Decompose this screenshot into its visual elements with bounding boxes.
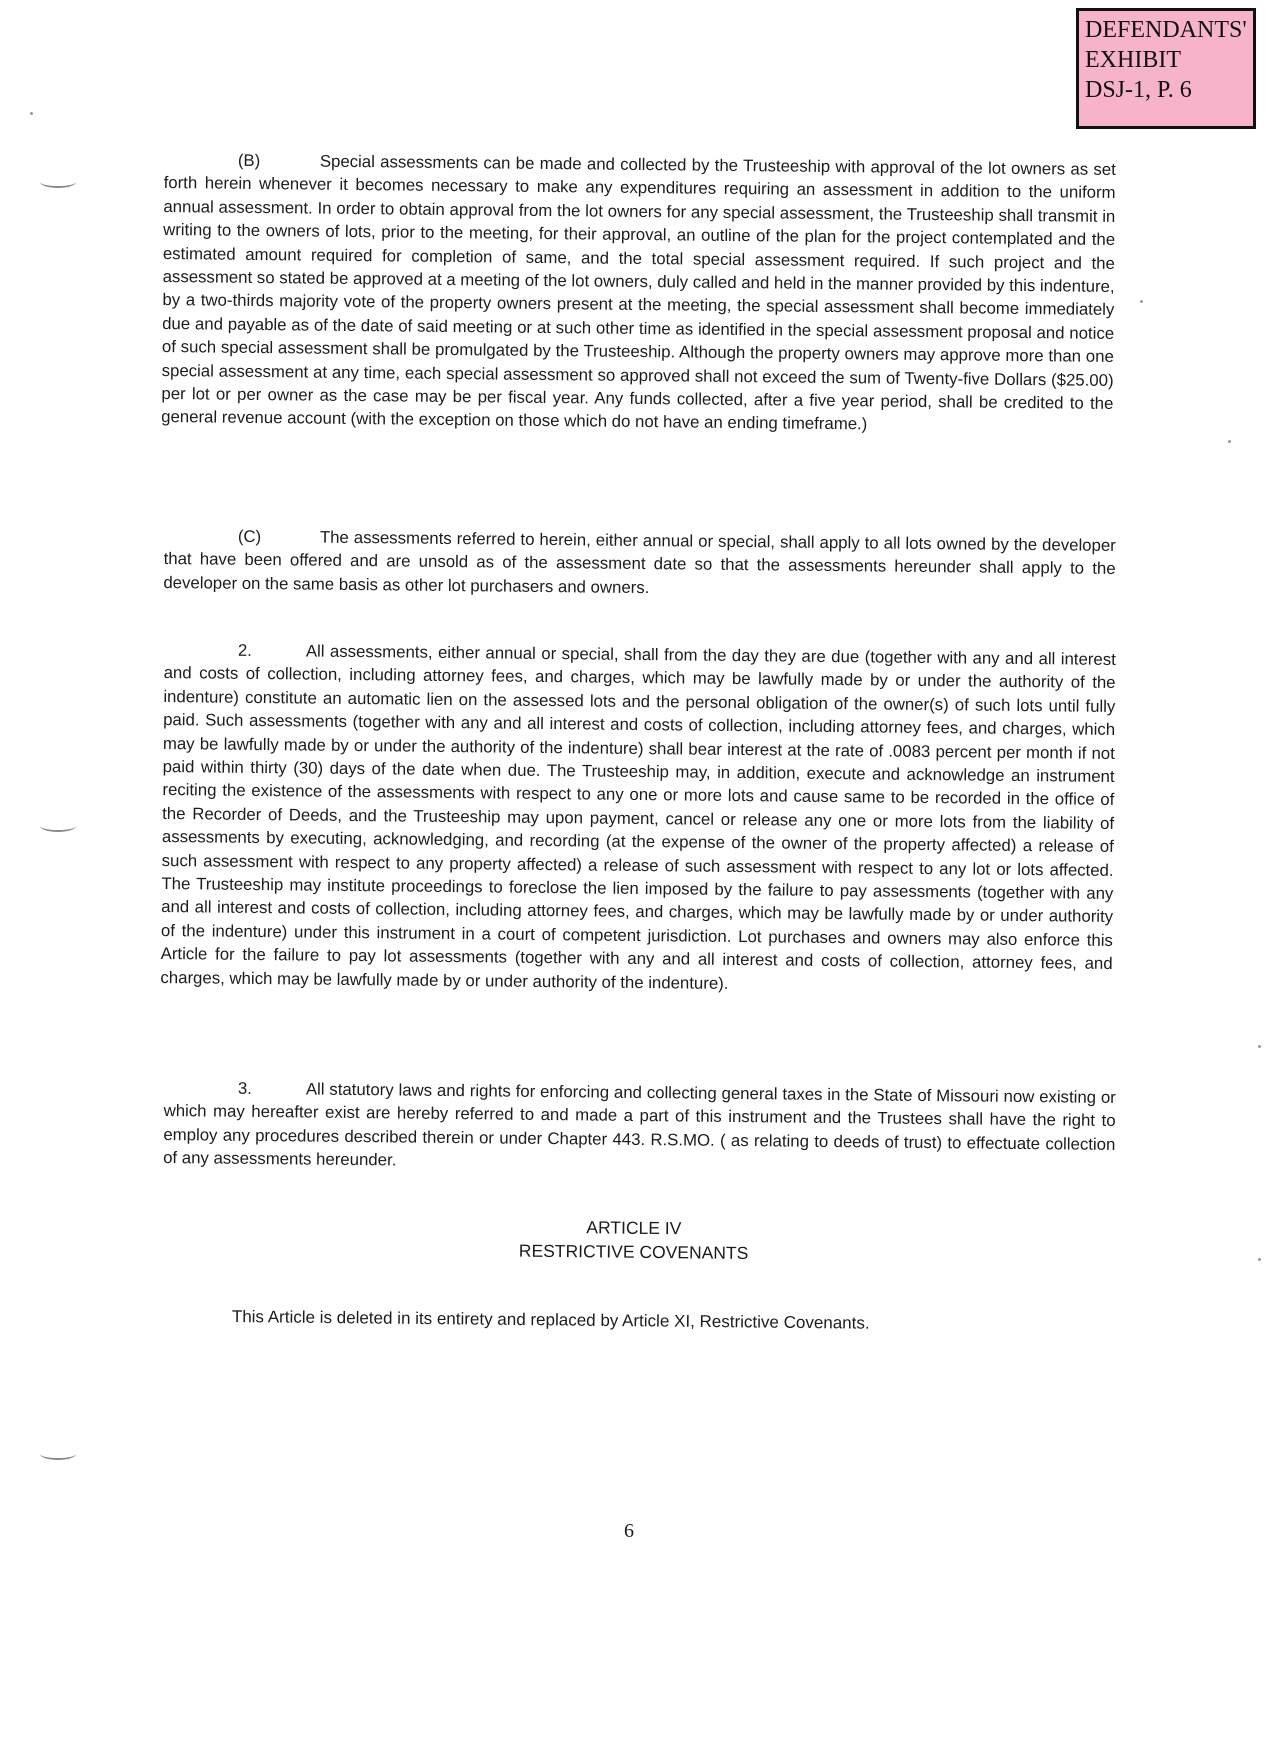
article-number: ARTICLE IV xyxy=(586,1217,682,1239)
paragraph-3 xyxy=(163,1076,1116,1180)
exhibit-line-2: EXHIBIT xyxy=(1085,47,1181,73)
paragraph-2-text: All assessments, either annual or special, shall from the day they are due (together with any and all interest and costs of collection, including attorney fees, and charges, which may be lawfully made by or under the authority of the indenture) constitute an automatic lien on the assessed lots and the personal obligation of the owner(s) of such lots until fully paid. Such assessments (together with any and all interest and costs of collection, including attorney fees, and charges, which may be lawfully made by or under the authority of the indenture) shall bear interest at the rate of .0083 percent per month if not paid within thirty (30) days of the date when due. The Trusteeship may, in addition, execute and acknowledge an instrument reciting the existence of the assessments with respect to any one or more lots and cause same to be recorded in the office of the Recorder of Deeds, and the Trusteeship may upon payment, cancel or release any one or more lots from the liability of assessments by executing, acknowledging, and recording (at the expense of the owner of the property affected) a release of such assessment with respect to any property affected) a release of such assessment with respect to any lot or lots affected. The Trusteeship may institute proceedings to foreclose the lien imposed by the failure to pay assessments (together with any and all interest and costs of collection, including attorney fees, and charges, which may be lawfully made by or under authority of the indenture) under this instrument in a court of competent jurisdiction. Lot purchases and owners may also enforce this Article for the failure to pay lot assessments (together with any and all interest and costs of collection, attorney fees, and charges, which may be lawfully made by or under authority of the indenture). xyxy=(160,641,1116,993)
paragraph-3-label: 3. xyxy=(237,1078,252,1098)
article-note: This Article is deleted in its entirety and replaced by Article XI, Restrictive Covenants. xyxy=(231,1306,870,1333)
scan-speck xyxy=(1258,1258,1261,1261)
article-title: RESTRICTIVE COVENANTS xyxy=(518,1240,749,1263)
scan-speck xyxy=(30,112,33,115)
paragraph-2-label: 2. xyxy=(237,640,252,660)
exhibit-line-3: DSJ-1, P. 6 xyxy=(1085,77,1192,103)
paragraph-2 xyxy=(160,638,1116,999)
paragraph-3-text: All statutory laws and rights for enforcing and collecting general taxes in the State of Missouri now existing or which may hereafter exist are hereby referred to and made a part of this instrument and the Trustees shall have the right to employ any procedures described therein or under Chapter 443. R.S.MO. ( as relating to deeds of trust) to effectuate collection of any assessments hereunder. xyxy=(163,1079,1116,1170)
paragraph-c-label: (C) xyxy=(237,526,262,547)
paragraph-b-text: Special assessments can be made and collected by the Trusteeship with approval of the lot owners as set forth herein whenever it becomes necessary to make any expenditures requiring an assessment in addition to the uniform annual assessment. In order to obtain approval from the lot owners for any special assessment, the Trusteeship shall transmit in writing to the owners of lots, prior to the meeting, for their approval, an outline of the plan for the project contemplated and the estimated amount required for completion of same, and the total special assessment required. If such project and the assessment so stated be approved at a meeting of the lot owners, duly called and held in the manner provided by this indenture, by a two-thirds majority vote of the property owners present at the meeting, the special assessment shall become immediately due and payable as of the date of said meeting or at such other time as identified in the special assessment proposal and notice of such special assessment shall be promulgated by the Trusteeship. Although the property owners may approve more than one special assessment at any time, each special assessment so approved shall not exceed the sum of Twenty-five Dollars ($25.00) per lot or per owner as the case may be per fiscal year. Any funds collected, after a five year period, shall be credited to the general revenue account (with the exception on those which do not have an ending timeframe.) xyxy=(161,151,1116,434)
page-number: 6 xyxy=(624,1520,634,1542)
exhibit-line-1: DEFENDANTS' xyxy=(1085,17,1247,43)
paragraph-b-label: (B) xyxy=(237,150,261,171)
scan-speck xyxy=(1258,1045,1261,1048)
scan-speck xyxy=(1228,440,1231,443)
hole-punch-mark xyxy=(40,176,76,188)
article-heading xyxy=(463,1214,803,1266)
hole-punch-mark xyxy=(40,820,76,832)
paragraph-c xyxy=(163,524,1116,604)
scan-speck xyxy=(1140,300,1143,303)
paragraph-c-text: The assessments referred to herein, either annual or special, shall apply to all lots owned by the developer that have been offered and are unsold as of the assessment date so that the assessments hereunder shall apply to the developer on the same basis as other lot purchasers and owners. xyxy=(163,527,1116,597)
hole-punch-mark xyxy=(40,1448,76,1460)
exhibit-sticker xyxy=(1076,8,1256,129)
paragraph-b xyxy=(161,148,1116,439)
